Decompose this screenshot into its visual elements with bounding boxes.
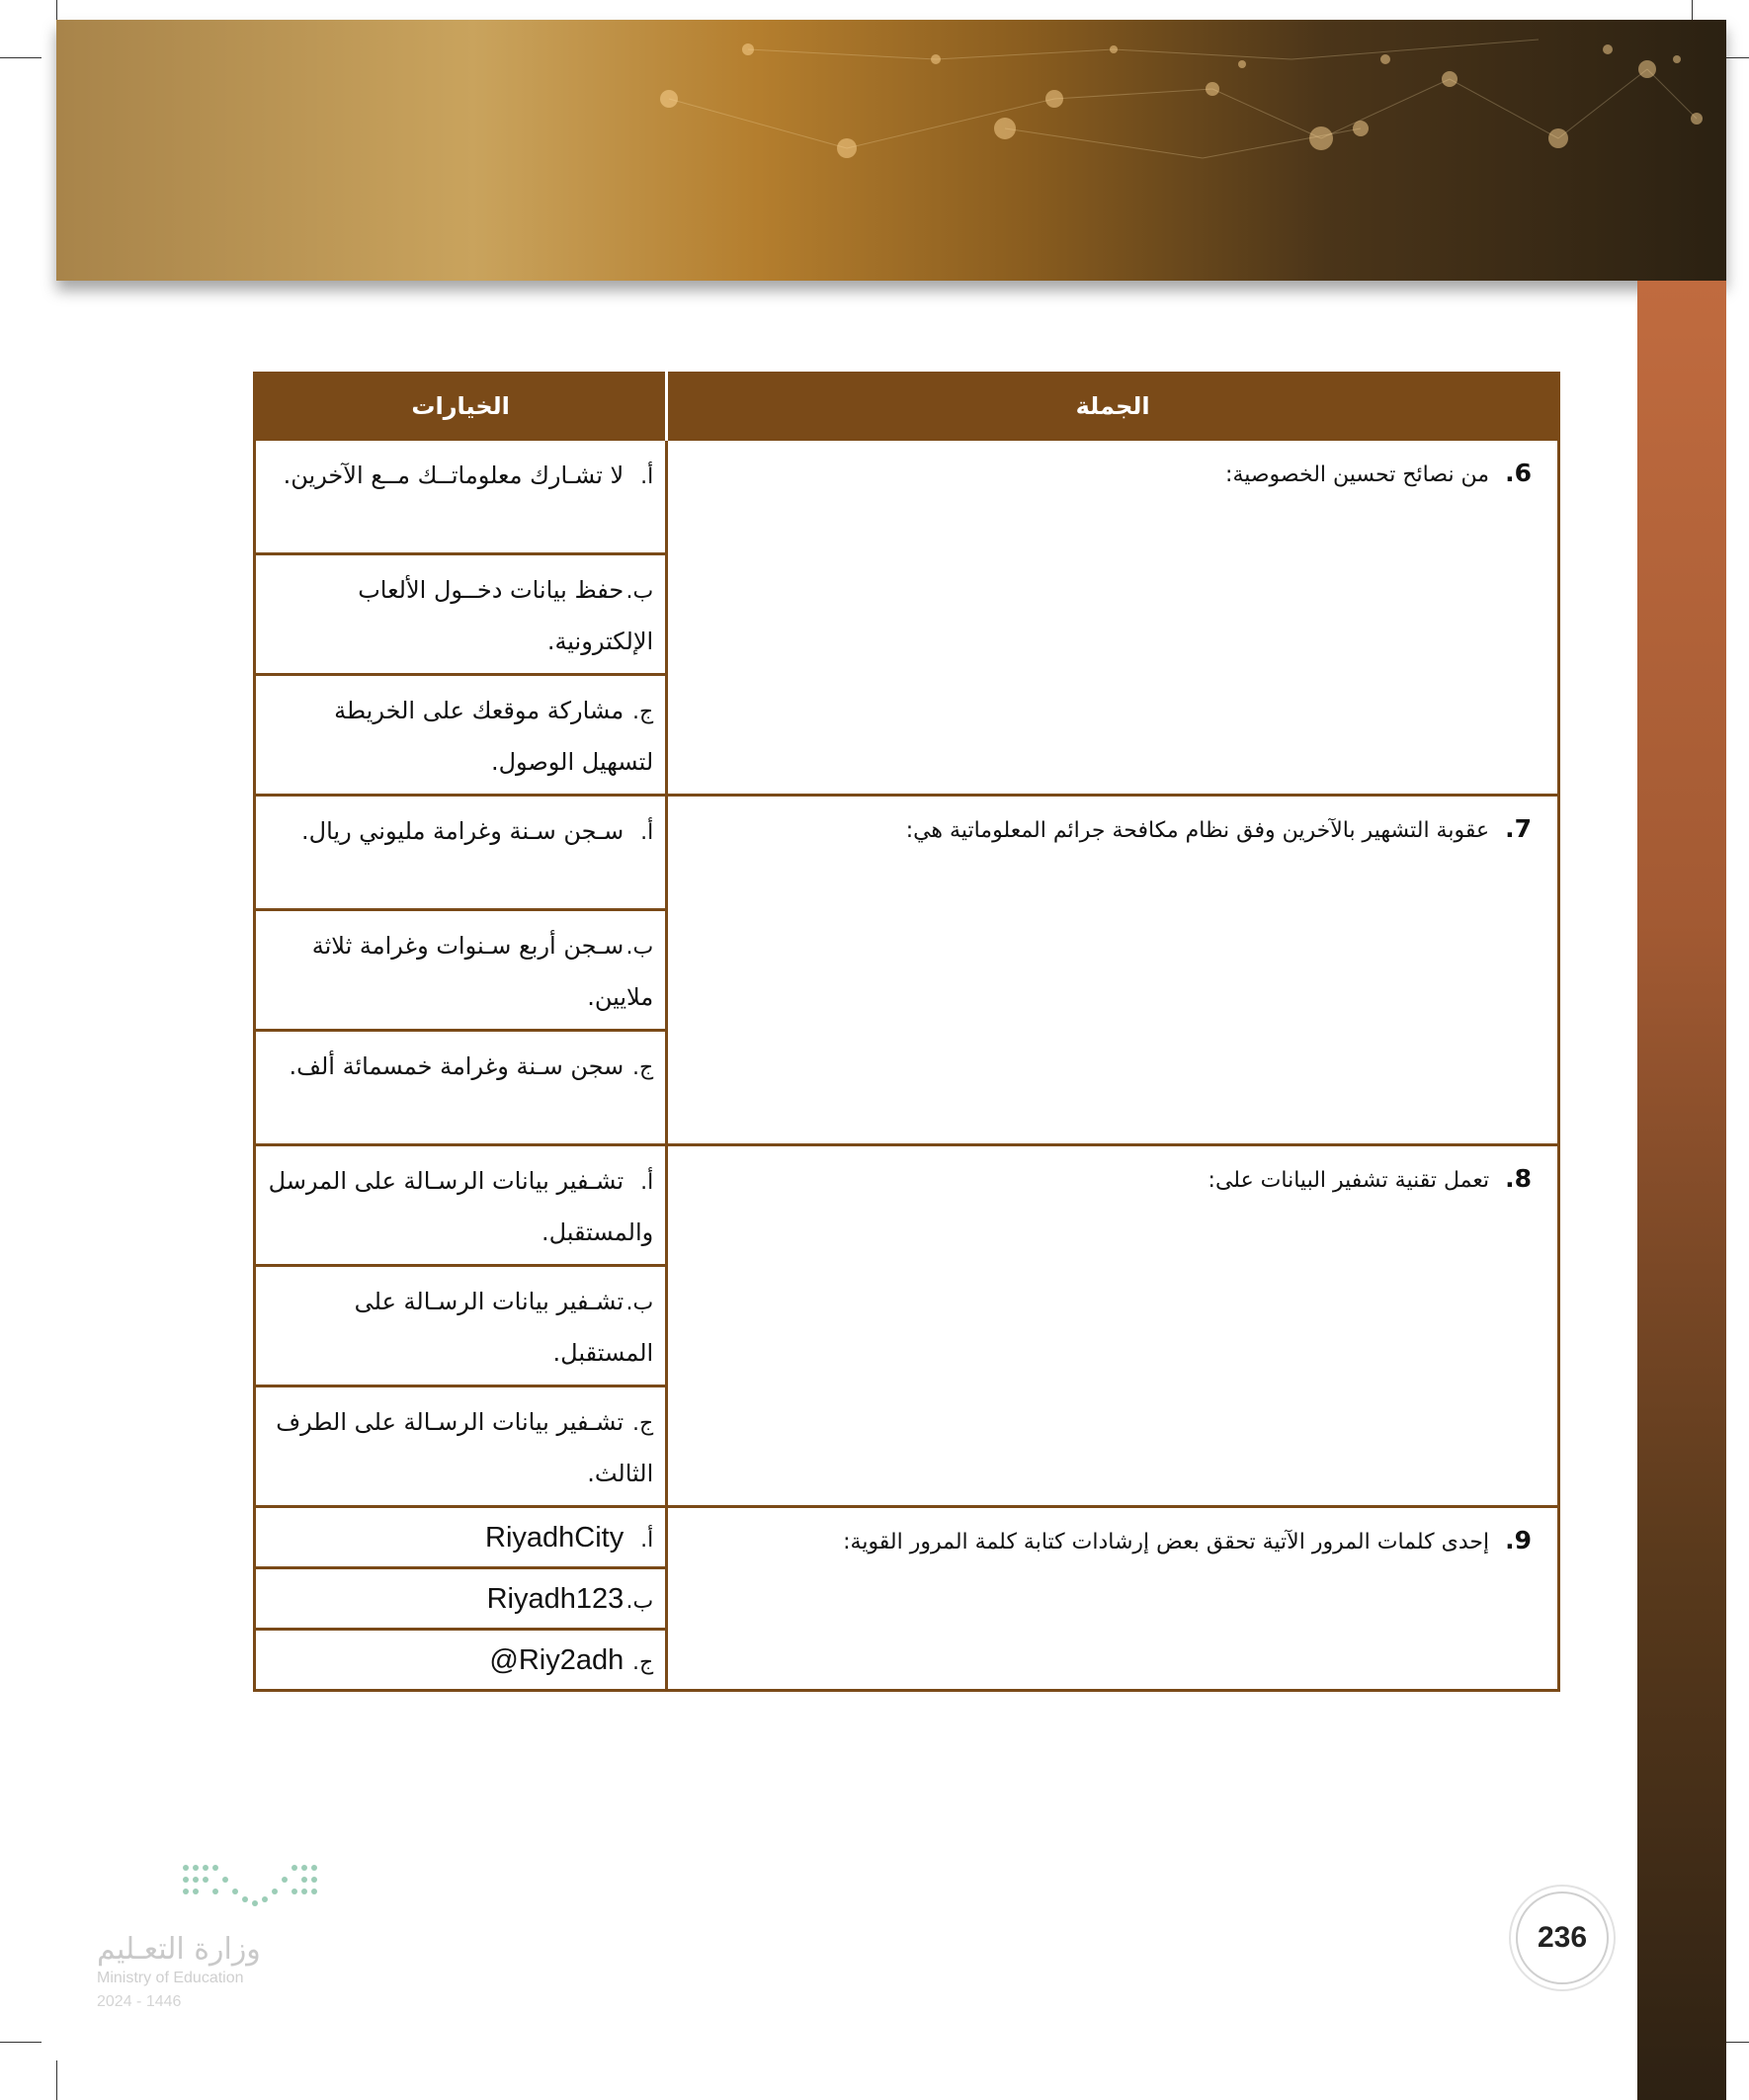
- option-letter: ب.: [625, 935, 654, 960]
- network-pattern: [56, 20, 1726, 281]
- question-cell: [667, 1145, 1559, 1507]
- option-letter: ج.: [632, 700, 654, 724]
- question-cell: [667, 796, 1559, 1145]
- question-cell: [667, 440, 1559, 796]
- option-cell[interactable]: [255, 1031, 667, 1145]
- question-row: [255, 440, 1559, 554]
- option-letter: ب.: [625, 579, 654, 604]
- option-text: Riy2adh@: [489, 1644, 625, 1676]
- question-number: 8.: [1505, 1164, 1532, 1193]
- option-cell[interactable]: [255, 440, 667, 554]
- question-text: عقوبة التشهير بالآخرين وفق نظام مكافحة جرائم المعلوماتية هي:: [905, 818, 1490, 843]
- ministry-year: 2024 - 1446: [97, 1993, 182, 2010]
- crop-mark: [0, 57, 42, 58]
- option-cell[interactable]: [255, 1145, 667, 1266]
- option-text: لا تشـارك معلوماتــك مــع الآخرين.: [283, 462, 625, 489]
- option-text: تشـفير بيانات الرسـالة على المرسل والمستقبل.: [268, 1167, 654, 1246]
- option-letter: ج.: [632, 1055, 654, 1080]
- option-cell[interactable]: [255, 796, 667, 910]
- option-letter: ج.: [632, 1650, 654, 1675]
- option-text: سـجن سـنة وغرامة مليوني ريال.: [301, 817, 625, 845]
- option-text: تشـفير بيانات الرسـالة على المستقبل.: [354, 1288, 654, 1367]
- option-text: تشـفير بيانات الرسـالة على الطرف الثالث.: [276, 1408, 654, 1487]
- page-number: 236: [1516, 1891, 1609, 1984]
- option-cell[interactable]: [255, 1386, 667, 1507]
- crop-mark: [0, 2042, 42, 2043]
- option-cell[interactable]: [255, 554, 667, 675]
- option-cell[interactable]: [255, 1266, 667, 1386]
- option-text: RiyadhCity: [485, 1522, 625, 1554]
- option-letter: أ.: [640, 464, 654, 489]
- question-text: من نصائح تحسين الخصوصية:: [1225, 462, 1490, 487]
- option-letter: ب.: [625, 1589, 654, 1614]
- option-letter: ج.: [632, 1411, 654, 1436]
- option-cell[interactable]: [255, 910, 667, 1031]
- col-header-options: الخيارات: [255, 374, 667, 440]
- question-row: [255, 1145, 1559, 1266]
- option-text: مشاركة موقعك على الخريطة لتسهيل الوصول.: [334, 697, 654, 776]
- header-banner: [56, 20, 1726, 281]
- option-letter: أ.: [640, 820, 654, 845]
- option-text: سـجن أربع سـنوات وغرامة ثلاثة ملايين.: [311, 932, 654, 1011]
- question-cell: [667, 1507, 1559, 1691]
- ministry-name-en: Ministry of Education: [97, 1970, 244, 1986]
- question-row: [255, 796, 1559, 910]
- option-text: سجن سـنة وغرامة خمسمائة ألف.: [289, 1052, 625, 1080]
- ministry-name-ar: وزارة التعـليم: [97, 1932, 261, 1967]
- col-header-sentence: الجملة: [667, 374, 1559, 440]
- option-cell[interactable]: [255, 675, 667, 796]
- quiz-table: [253, 372, 1560, 1692]
- option-letter: أ.: [640, 1170, 654, 1195]
- option-letter: أ.: [640, 1528, 654, 1553]
- question-number: 7.: [1505, 814, 1532, 843]
- crop-mark: [56, 2060, 57, 2100]
- question-row: [255, 1507, 1559, 1568]
- question-text: إحدى كلمات المرور الآتية تحقق بعض إرشادات كتابة كلمة المرور القوية:: [843, 1530, 1490, 1554]
- side-strip: [1637, 281, 1726, 2100]
- option-cell[interactable]: [255, 1568, 667, 1630]
- question-text: تعمل تقنية تشفير البيانات على:: [1208, 1168, 1490, 1193]
- option-cell[interactable]: [255, 1630, 667, 1691]
- question-number: 9.: [1505, 1526, 1532, 1554]
- option-text: حفظ بيانات دخــول الألعاب الإلكترونية.: [358, 576, 654, 655]
- option-cell[interactable]: [255, 1507, 667, 1568]
- question-number: 6.: [1505, 459, 1532, 487]
- option-text: Riyadh123: [486, 1583, 625, 1615]
- option-letter: ب.: [625, 1291, 654, 1315]
